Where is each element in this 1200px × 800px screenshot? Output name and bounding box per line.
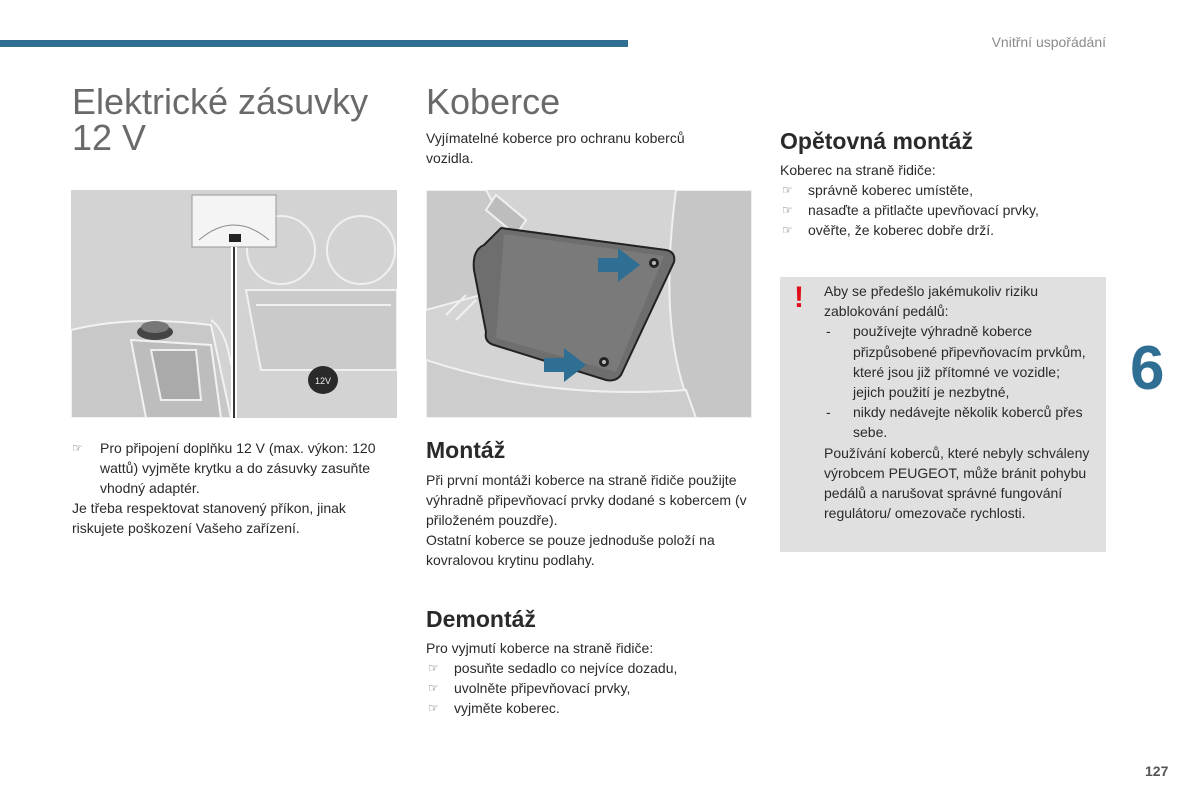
removal-heading: Demontáž: [426, 606, 536, 632]
mats-title: Koberce: [426, 81, 561, 122]
removal-item-text: uvolněte připevňovací prvky,: [454, 680, 631, 696]
warning-item-text: používejte výhradně koberce přizpůsobené připevňovacím prvkům, které jsou již přítomné ve vozidle; jejich použití je nezbytné,: [853, 323, 1086, 401]
socket-label: 12V: [314, 376, 332, 386]
assembly-paragraph-2: Ostatní koberce se pouze jednoduše položí na kovralovou krytinu podlahy.: [426, 532, 715, 568]
sockets-bullet: [72, 438, 377, 498]
pointing-hand-icon: ☞: [428, 661, 439, 675]
pointing-hand-icon: ☞: [72, 441, 83, 455]
reinstall-item-text: správně koberec umístěte,: [808, 182, 973, 198]
removal-item: [426, 678, 752, 698]
removal-item-text: vyjměte koberec.: [454, 700, 560, 716]
dash-marker: -: [826, 323, 831, 340]
reinstall-item: [780, 220, 1106, 240]
warning-item-text: nikdy nedávejte několik koberců přes sebe.: [853, 404, 1083, 441]
removal-item: [426, 698, 752, 718]
socket-illustration: [71, 190, 397, 418]
sockets-title: [72, 81, 369, 158]
sockets-title-line2: 12 V: [72, 117, 147, 158]
assembly-text: [426, 470, 752, 570]
warning-footer: Používání koberců, které nebyly schváleny výrobcem PEUGEOT, může bránit pohybu pedálů a narušovat správné fungování regulátoru/ omezovače rychlosti.: [824, 444, 1090, 522]
pointing-hand-icon: ☞: [782, 183, 793, 197]
floor-mat-illustration: [426, 190, 752, 418]
header-rule: [0, 40, 628, 47]
pointing-hand-icon: ☞: [428, 681, 439, 695]
reinstall-intro: Koberec na straně řidiče:: [780, 162, 936, 178]
mats-intro: Vyjímatelné koberce pro ochranu koberců vozidla.: [426, 130, 685, 166]
dash-marker: -: [826, 404, 831, 421]
reinstall-text: [780, 160, 1106, 240]
warning-intro: Aby se předešlo jakémukoliv riziku zablokování pedálů:: [824, 283, 1038, 320]
pointing-hand-icon: ☞: [428, 701, 439, 715]
pointing-hand-icon: ☞: [782, 203, 793, 217]
assembly-heading: Montáž: [426, 437, 506, 463]
removal-text: [426, 638, 752, 718]
reinstall-heading: Opětovná montáž: [780, 128, 973, 154]
floor-mat-illustration-svg: [426, 190, 752, 418]
sockets-text: [72, 438, 377, 538]
warning-item: [824, 321, 1094, 402]
removal-item-text: posuňte sedadlo co nejvíce dozadu,: [454, 660, 678, 676]
socket-illustration-svg: [71, 190, 397, 418]
reinstall-item: [780, 200, 1106, 220]
chapter-number: 6: [1130, 334, 1165, 403]
reinstall-item-text: ověřte, že koberec dobře drží.: [808, 222, 994, 238]
sockets-paragraph: Je třeba respektovat stanovený příkon, jinak riskujete poškození Vašeho zařízení.: [72, 500, 346, 536]
warning-item: [824, 402, 1094, 442]
page-number: 127: [1145, 763, 1169, 779]
assembly-paragraph-1: Při první montáži koberce na straně řidiče použijte výhradně připevňovací prvky dodané s kobercem (v přiloženém pouzdře).: [426, 472, 747, 528]
warning-body: [824, 281, 1094, 523]
sockets-bullet-text: Pro připojení doplňku 12 V (max. výkon: 120 wattů) vyjměte krytku a do zásuvky zasuňte vhodný adaptér.: [100, 440, 376, 496]
pointing-hand-icon: ☞: [782, 223, 793, 237]
warning-box: [780, 277, 1106, 552]
section-title: Vnitřní uspořádání: [991, 34, 1106, 50]
removal-intro: Pro vyjmutí koberce na straně řidiče:: [426, 640, 654, 656]
removal-item: [426, 658, 752, 678]
reinstall-item: [780, 180, 1106, 200]
sockets-title-line1: Elektrické zásuvky: [72, 81, 369, 122]
reinstall-item-text: nasaďte a přitlačte upevňovací prvky,: [808, 202, 1039, 218]
exclamation-icon: !: [794, 281, 804, 314]
